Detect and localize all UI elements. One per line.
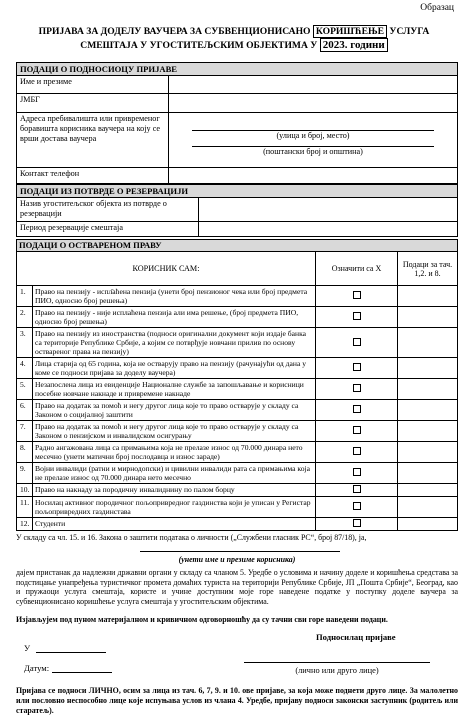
rights-data-field[interactable] [398,484,458,497]
facility-label: Назив угоститељског објекта из потврде о резервацији [17,198,199,222]
rights-item-number: 5. [17,379,33,400]
rights-row [17,400,458,421]
rights-data-field[interactable] [398,328,458,358]
rights-mark-cell [316,307,398,328]
rights-row [17,286,458,307]
rights-mark-cell [316,497,398,518]
rights-item-number: 2. [17,307,33,328]
title-line1-c: УСЛУГА [387,26,430,37]
period-label: Период резервације смештаја [17,222,199,237]
rights-mark-cell [316,518,398,531]
rights-item-number: 7. [17,421,33,442]
rights-table [16,239,458,531]
name-field[interactable] [169,76,458,94]
rights-checkbox[interactable] [353,519,361,527]
rights-item-number: 6. [17,400,33,421]
rights-data-field[interactable] [398,307,458,328]
rights-data-field[interactable] [398,358,458,379]
phone-label: Контакт телефон [17,168,169,184]
rights-row [17,497,458,518]
rights-data-field[interactable] [398,379,458,400]
rights-row [17,484,458,497]
title-boxed-word: КОРИШЋЕЊЕ [313,25,387,38]
rights-row [17,421,458,442]
rights-item-text: Право на додатак за помоћ и негу другог лица које то право остварује у складу са Законом о социјалној заштити [33,400,316,421]
rights-checkbox[interactable] [353,338,361,346]
applicant-table [16,62,458,184]
date-label: Датум: [24,663,50,673]
consent-name-caption: (унети име и презиме корисника) [178,555,296,564]
address-label: Адреса пребивалишта или привременог боравишта корисника ваучера на коју се врши доставa ваучера [17,113,169,168]
consent-body: дајем пристанак да надлежни државни органи у складу са чланом 5. Уредбе о условима и начину доделе и коришћења средстава за подстицање унапређења туристичког промета домаћих туриста на територији Републике Србије, ЈП „Пошта Србије“, Београд, као и пружаоци услуга смештаја, користе и учине доступним моје горе наведене податке у поступку доделе ваучера за субвенционисано коришћење услуга смештаја у угоститељским објектима. [16,568,458,606]
col-mark-header: Означити са Х [316,252,398,286]
consent-line: У складу са чл. 15. и 16. Закона о заштити података о личности („Службени гласник РС“, број 87/18), ја, [16,533,367,542]
rights-mark-cell [316,400,398,421]
rights-checkbox[interactable] [353,405,361,413]
street-caption: (улица и број, место) [276,131,350,140]
rights-mark-cell [316,379,398,400]
title-line2-a: СМЕШТАЈА У УГОСТИТЕЉСКИМ ОБЈЕКТИМА У [80,39,320,51]
jmbg-field[interactable] [169,94,458,113]
rights-item-number: 11. [17,497,33,518]
rights-header: ПОДАЦИ О ОСТВАРЕНОМ ПРАВУ [17,240,458,252]
rights-row [17,328,458,358]
rights-checkbox[interactable] [353,502,361,510]
form-label: Образац [420,3,454,13]
rights-item-number: 1. [17,286,33,307]
col-data-header: Подаци за тач. 1,2. и 8. [398,252,458,286]
signature-line[interactable] [244,662,430,663]
facility-field[interactable] [199,198,458,222]
phone-field[interactable] [169,168,458,184]
reservation-table [16,184,458,237]
rights-item-number: 9. [17,463,33,484]
rights-data-field[interactable] [398,442,458,463]
rights-item-text: Право на пензију - није исплаћена пензија али има решење, (број предмета ПИО, односно број решења) [33,307,316,328]
rights-mark-cell [316,442,398,463]
postal-caption: (поштански број и општина) [263,147,363,156]
street-line[interactable] [192,120,434,131]
rights-row [17,463,458,484]
rights-data-field[interactable] [398,497,458,518]
rights-checkbox[interactable] [353,426,361,434]
form-title [10,26,458,52]
title-year: 2023. години [320,38,388,52]
rights-checkbox[interactable] [353,485,361,493]
signature-caption: (лично или друго лице) [295,666,379,675]
rights-checkbox[interactable] [353,291,361,299]
rights-row [17,442,458,463]
rights-item-number: 8. [17,442,33,463]
rights-checkbox[interactable] [353,447,361,455]
rights-item-number: 3. [17,328,33,358]
rights-data-field[interactable] [398,400,458,421]
place-line[interactable] [36,652,106,653]
rights-mark-cell [316,358,398,379]
date-line[interactable] [52,672,112,673]
rights-item-text: Радно ангажована лица са примањима која не прелазе износ од 70.000 динара нето месечно (унети матични број послодавца и износ зараде) [33,442,316,463]
jmbg-label: ЈМБГ [17,94,169,113]
rights-checkbox[interactable] [353,312,361,320]
rights-mark-cell [316,328,398,358]
declaration: Изјављујем под пуном материјалном и кривичном одговорношћу да су тачни сви горе наведени подаци. [16,615,388,624]
rights-data-field[interactable] [398,518,458,531]
rights-item-text: Право на пензију из иностранства (подноси оригинални документ који издаје банка са територије Републике Србије, а којим се потврђује новчани прилив по основу оствареног права на пензију) [33,328,316,358]
rights-mark-cell [316,484,398,497]
rights-mark-cell [316,421,398,442]
rights-row [17,307,458,328]
title-line1-a: ПРИЈАВА ЗА ДОДЕЛУ ВАУЧЕРА ЗА СУБВЕНЦИОНИСАНО [38,26,313,37]
rights-item-text: Право на додатак за помоћ и негу другог лица које то право остварује у складу са Законом о пензијском и инвалидском осигурању [33,421,316,442]
rights-item-number: 10. [17,484,33,497]
rights-data-field[interactable] [398,421,458,442]
rights-row [17,518,458,531]
rights-item-number: 12. [17,518,33,531]
rights-row [17,358,458,379]
rights-item-text: Право на накнаду за породичну инвалиднину по палом борцу [33,484,316,497]
rights-mark-cell [316,286,398,307]
rights-checkbox[interactable] [353,363,361,371]
rights-item-text: Незапослена лица из евиденције Националне службе за запошљавање и корисници посебне новчане накнаде и привремене накнаде [33,379,316,400]
rights-data-field[interactable] [398,286,458,307]
consent-name-line[interactable] [140,551,340,552]
reservation-header: ПОДАЦИ ИЗ ПОТВРДЕ О РЕЗЕРВАЦИЈИ [17,185,458,198]
place-label: У [24,643,31,653]
applicant-signature-label: Подносилац пријаве [316,632,396,642]
rights-data-field[interactable] [398,463,458,484]
rights-mark-cell [316,463,398,484]
rights-row [17,379,458,400]
rights-item-text: Студенти [33,518,316,531]
footer-note: Пријава се подноси ЛИЧНО, осим за лица из тач. 6, 7, 9. и 10. ове пријаве, за која може поднети друго лице. За малолетно или пословно неспособно лице које испуњава услов из члана 4. Уредбе, пријаву подноси законски заступник (родитељ или старатељ). [16,686,458,715]
period-field[interactable] [199,222,458,237]
name-label: Име и презиме [17,76,169,94]
rights-checkbox[interactable] [353,384,361,392]
rights-checkbox[interactable] [353,468,361,476]
rights-item-text: Лица старија од 65 година, која не остварују право на пензију (рачунајући од дана у коме се подноси пријава за доделу ваучера) [33,358,316,379]
rights-item-text: Носилац активног породичног пољопривредног газдинства који је уписан у Регистар пољопривредних газдинстава [33,497,316,518]
rights-item-number: 4. [17,358,33,379]
rights-item-text: Право на пензију - испл̄аћена пензија (унети број пензионог чека или број предмета ПИО, односно број решења) [33,286,316,307]
col-user-header: КОРИСНИК САМ: [17,252,316,286]
address-field[interactable] [169,113,458,168]
rights-item-text: Војни инвалиди (ратни и мирнодопски) и цивилни инвалиди рата са примањима која не прелазе износ од 70.000 динара нето месечно [33,463,316,484]
applicant-header: ПОДАЦИ О ПОДНОСИОЦУ ПРИЈАВЕ [17,63,458,76]
